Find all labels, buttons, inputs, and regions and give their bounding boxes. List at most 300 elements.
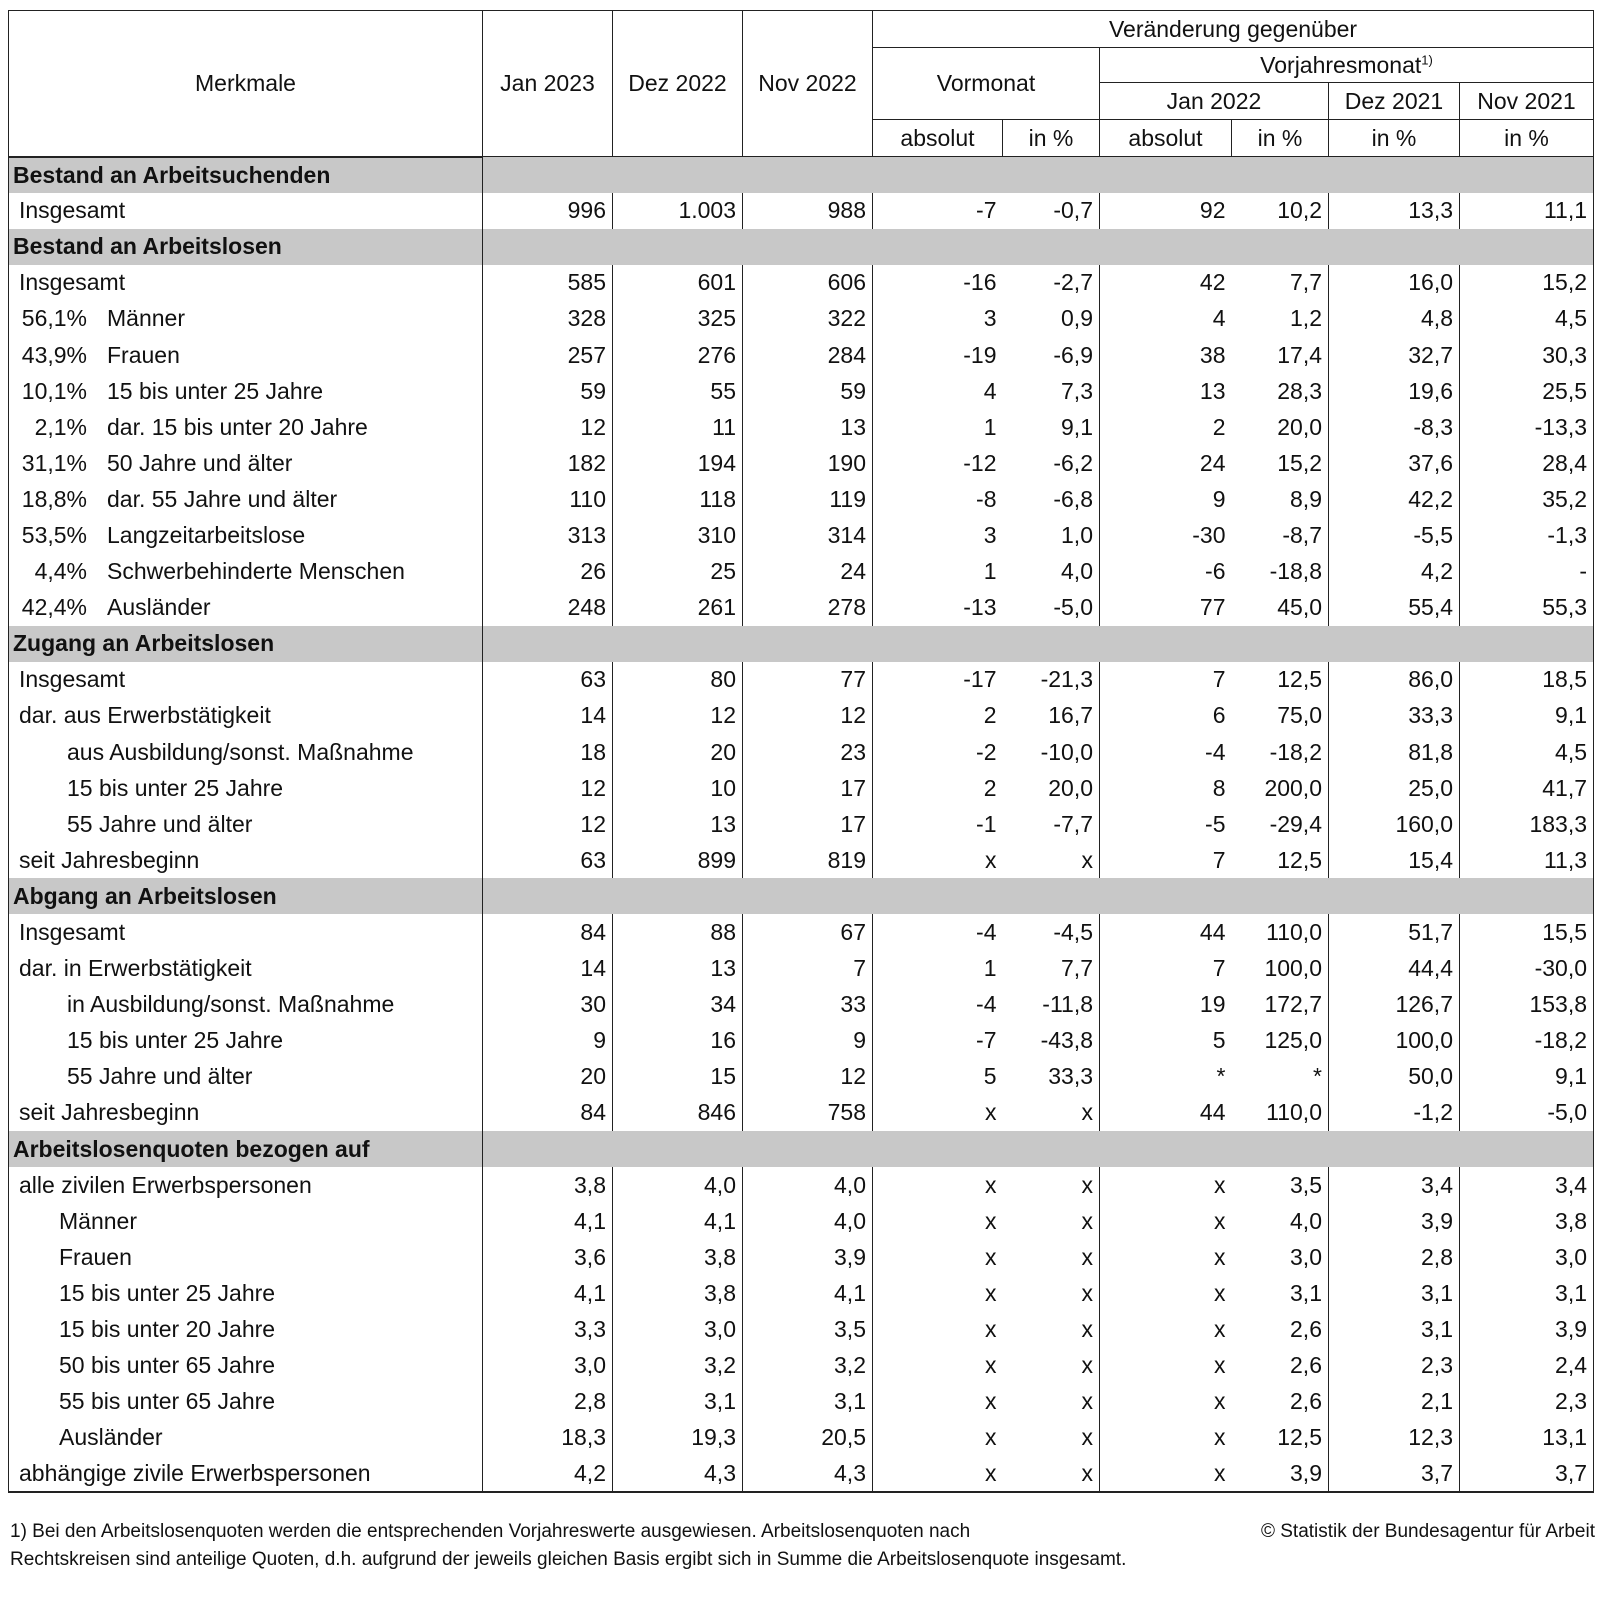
row-label-cell xyxy=(9,373,483,409)
value-cell: -19 xyxy=(963,341,997,368)
value-cell: -1,3 xyxy=(1460,517,1594,553)
row-label-cell xyxy=(9,806,483,842)
value-cell: 2 xyxy=(1212,413,1226,440)
value-cell: 23 xyxy=(743,734,873,770)
value-cell: 9,1 xyxy=(1460,698,1594,734)
section-fill xyxy=(483,626,1594,662)
row-label-cell xyxy=(9,337,483,373)
value-cell: 3,8 xyxy=(613,1239,743,1275)
value-cell: 3,0 xyxy=(1460,1239,1594,1275)
value-cell: 110,0 xyxy=(1232,914,1329,950)
value-cell: 77 xyxy=(743,662,873,698)
value-cell: 3,4 xyxy=(1329,1167,1460,1203)
share-percent: 31,1% xyxy=(21,449,87,476)
value-cell: -18,2 xyxy=(1232,734,1329,770)
value-cell: 100,0 xyxy=(1329,1023,1460,1059)
value-cell: 9,1 xyxy=(1460,1059,1594,1095)
row-label: Insgesamt xyxy=(19,919,126,946)
value-cell: 2,6 xyxy=(1232,1312,1329,1348)
value-cell: 7 xyxy=(743,951,873,987)
value-cell: 4,1 xyxy=(743,1275,873,1311)
value-cell: 3,5 xyxy=(1232,1167,1329,1203)
value-cell: x xyxy=(1214,1207,1226,1234)
value-cell: 606 xyxy=(743,265,873,301)
value-cell: x xyxy=(1003,1348,1100,1384)
row-label-cell xyxy=(9,1456,483,1492)
table-row xyxy=(9,951,1594,987)
value-cell: -5,0 xyxy=(1460,1095,1594,1131)
header-dez-2021-in-pct: in % xyxy=(1329,120,1460,157)
value-cell: x xyxy=(1100,1456,1232,1492)
row-label: Ausländer xyxy=(59,1424,163,1451)
row-label: Männer xyxy=(59,1207,137,1234)
value-cell: -29,4 xyxy=(1232,806,1329,842)
share-percent: 43,9% xyxy=(21,341,87,368)
value-cell: 276 xyxy=(613,337,743,373)
value-cell: 25 xyxy=(613,554,743,590)
share-percent: 2,1% xyxy=(34,413,87,440)
value-cell: 20 xyxy=(613,734,743,770)
row-label-cell xyxy=(9,914,483,950)
value-cell: 13,1 xyxy=(1460,1420,1594,1456)
row-label-cell xyxy=(9,1275,483,1311)
value-cell: 996 xyxy=(483,193,613,229)
value-cell: 322 xyxy=(743,301,873,337)
value-cell: 314 xyxy=(743,517,873,553)
row-label-cell xyxy=(9,517,483,553)
value-cell: 2,3 xyxy=(1329,1348,1460,1384)
table-row xyxy=(9,1420,1594,1456)
value-cell: -12 xyxy=(963,449,997,476)
row-label: 50 Jahre und älter xyxy=(107,449,293,476)
vorjahresmonat-label: Vorjahresmonat xyxy=(1260,51,1422,78)
value-cell: -21,3 xyxy=(1003,662,1100,698)
value-cell: x xyxy=(985,1316,997,1343)
value-cell: 758 xyxy=(743,1095,873,1131)
value-cell: 313 xyxy=(483,517,613,553)
value-cell: 310 xyxy=(613,517,743,553)
value-cell: 2 xyxy=(983,702,997,729)
value-cell: 3 xyxy=(983,521,997,548)
value-cell: 13 xyxy=(743,409,873,445)
value-cell: x xyxy=(985,1279,997,1306)
value-cell: x xyxy=(985,1243,997,1270)
row-label: 55 bis unter 65 Jahre xyxy=(59,1388,276,1415)
value-cell: 278 xyxy=(743,590,873,626)
value-cell: 28,3 xyxy=(1232,373,1329,409)
value-cell: -5,5 xyxy=(1329,517,1460,553)
value-cell: 4,1 xyxy=(483,1275,613,1311)
section-title: Arbeitslosenquoten bezogen auf xyxy=(9,1131,483,1167)
value-cell: 18 xyxy=(483,734,613,770)
footnote xyxy=(10,1518,1595,1574)
row-label-cell xyxy=(9,770,483,806)
header-vormonat: Vormonat xyxy=(873,48,1100,120)
value-cell: 3,0 xyxy=(613,1312,743,1348)
value-cell: 26 xyxy=(483,554,613,590)
value-cell: 34 xyxy=(613,987,743,1023)
value-cell: -4 xyxy=(976,991,997,1018)
value-cell: 2,4 xyxy=(1460,1348,1594,1384)
value-cell: 11,1 xyxy=(1460,193,1594,229)
row-label: 15 bis unter 25 Jahre xyxy=(107,377,324,404)
table-row xyxy=(9,987,1594,1023)
header-nov-2021-in-pct: in % xyxy=(1460,120,1594,157)
value-cell: 16,0 xyxy=(1329,265,1460,301)
value-cell: -16 xyxy=(963,269,997,296)
value-cell: x xyxy=(1003,1095,1100,1131)
value-cell: x xyxy=(1003,1203,1100,1239)
section-header-row xyxy=(9,1131,1594,1167)
table-row xyxy=(9,662,1594,698)
value-cell: -30,0 xyxy=(1460,951,1594,987)
value-cell: 585 xyxy=(483,265,613,301)
row-label-cell xyxy=(9,554,483,590)
section-header-row xyxy=(9,229,1594,265)
value-cell: 4,0 xyxy=(743,1203,873,1239)
value-cell: 899 xyxy=(613,842,743,878)
footnote-line-2: Rechtskreisen sind anteilige Quoten, d.h. aufgrund der jeweils gleichen Basis ergibt sich in Summe die Arbeitslosenquote insgesamt. xyxy=(10,1549,1127,1570)
value-cell: 194 xyxy=(613,445,743,481)
value-cell: 100,0 xyxy=(1232,951,1329,987)
value-cell: 3,8 xyxy=(483,1167,613,1203)
table-header xyxy=(9,11,1594,157)
value-cell: 5 xyxy=(983,1063,997,1090)
value-cell: x xyxy=(1003,1239,1100,1275)
value-cell: 3,3 xyxy=(483,1312,613,1348)
value-cell: 25,5 xyxy=(1460,373,1594,409)
value-cell: 4,2 xyxy=(483,1456,613,1492)
value-cell: 24 xyxy=(743,554,873,590)
header-merkmale: Merkmale xyxy=(9,11,483,157)
row-label: 15 bis unter 25 Jahre xyxy=(67,774,284,801)
value-cell: 55 xyxy=(613,373,743,409)
header-dez-2021: Dez 2021 xyxy=(1329,83,1460,120)
share-percent: 18,8% xyxy=(21,485,87,512)
table-row xyxy=(9,1059,1594,1095)
value-cell: 18,5 xyxy=(1460,662,1594,698)
section-title: Zugang an Arbeitslosen xyxy=(9,626,483,662)
value-cell: 12,5 xyxy=(1232,1420,1329,1456)
value-cell: 12,3 xyxy=(1329,1420,1460,1456)
table-row xyxy=(9,265,1594,301)
value-cell: -6,8 xyxy=(1003,481,1100,517)
value-cell: 86,0 xyxy=(1329,662,1460,698)
row-label-cell xyxy=(9,193,483,229)
row-label: dar. 55 Jahre und älter xyxy=(107,485,338,512)
header-vormonat-absolut: absolut xyxy=(873,120,1003,157)
value-cell: 9 xyxy=(483,1023,613,1059)
value-cell: 30 xyxy=(483,987,613,1023)
value-cell: 11,3 xyxy=(1460,842,1594,878)
section-header-row xyxy=(9,878,1594,914)
value-cell: 45,0 xyxy=(1232,590,1329,626)
value-cell: * xyxy=(1232,1059,1329,1095)
value-cell: x xyxy=(1003,1420,1100,1456)
value-cell: 819 xyxy=(743,842,873,878)
value-cell: 37,6 xyxy=(1329,445,1460,481)
value-cell: 4,0 xyxy=(1232,1203,1329,1239)
value-cell: 17 xyxy=(743,770,873,806)
value-cell: 20 xyxy=(483,1059,613,1095)
row-label: Insgesamt xyxy=(19,197,126,224)
value-cell: 44,4 xyxy=(1329,951,1460,987)
value-cell: x xyxy=(985,1388,997,1415)
row-label: Schwerbehinderte Menschen xyxy=(107,558,405,585)
share-percent: 53,5% xyxy=(21,521,87,548)
table-row xyxy=(9,806,1594,842)
header-veraenderung: Veränderung gegenüber xyxy=(873,11,1594,48)
value-cell: -8 xyxy=(976,485,997,512)
share-percent: 42,4% xyxy=(21,594,87,621)
value-cell: 14 xyxy=(483,698,613,734)
value-cell: 7 xyxy=(1212,955,1226,982)
value-cell: 3,8 xyxy=(1460,1203,1594,1239)
value-cell: 84 xyxy=(483,1095,613,1131)
value-cell: 4 xyxy=(983,377,997,404)
value-cell: 15,5 xyxy=(1460,914,1594,950)
value-cell: -4 xyxy=(1205,738,1226,765)
row-label-cell xyxy=(9,301,483,337)
value-cell: 13 xyxy=(1199,377,1226,404)
value-cell: 2,1 xyxy=(1329,1384,1460,1420)
table-row xyxy=(9,1203,1594,1239)
value-cell: -4 xyxy=(976,919,997,946)
header-nov-2021: Nov 2021 xyxy=(1460,83,1594,120)
value-cell: -7,7 xyxy=(1003,806,1100,842)
value-cell: 28,4 xyxy=(1460,445,1594,481)
value-cell: x xyxy=(1214,1352,1226,1379)
value-cell: 8 xyxy=(1212,774,1226,801)
row-label: 15 bis unter 25 Jahre xyxy=(59,1279,276,1306)
value-cell: -2,7 xyxy=(1003,265,1100,301)
header-jan-2022: Jan 2022 xyxy=(1100,83,1329,120)
value-cell: -8,3 xyxy=(1329,409,1460,445)
table-row xyxy=(9,698,1594,734)
value-cell: 11 xyxy=(613,409,743,445)
value-cell: 33,3 xyxy=(1003,1059,1100,1095)
value-cell: x xyxy=(1214,1424,1226,1451)
value-cell: 20,0 xyxy=(1232,409,1329,445)
value-cell: 55,3 xyxy=(1460,590,1594,626)
value-cell: 153,8 xyxy=(1460,987,1594,1023)
value-cell: 12,5 xyxy=(1232,842,1329,878)
value-cell: 3,6 xyxy=(483,1239,613,1275)
value-cell: 13,3 xyxy=(1329,193,1460,229)
value-cell: 18,3 xyxy=(483,1420,613,1456)
value-cell: 5 xyxy=(1212,1027,1226,1054)
table-row xyxy=(9,1095,1594,1131)
row-label-cell xyxy=(9,1059,483,1095)
value-cell: 92 xyxy=(1199,197,1226,224)
value-cell: 7,3 xyxy=(1003,373,1100,409)
value-cell: 15,2 xyxy=(1460,265,1594,301)
value-cell: x xyxy=(1003,1384,1100,1420)
value-cell: 284 xyxy=(743,337,873,373)
value-cell: 13 xyxy=(613,806,743,842)
value-cell: -5 xyxy=(1205,810,1226,837)
copyright-text: © Statistik der Bundesagentur für Arbeit xyxy=(1260,1521,1595,1542)
value-cell: 3,0 xyxy=(1232,1239,1329,1275)
row-label: Langzeitarbeitslose xyxy=(107,521,306,548)
value-cell: x xyxy=(1003,1312,1100,1348)
value-cell: 15,4 xyxy=(1329,842,1460,878)
value-cell: x xyxy=(1214,1316,1226,1343)
section-title: Abgang an Arbeitslosen xyxy=(9,878,483,914)
value-cell: 38 xyxy=(1199,341,1226,368)
value-cell: 1 xyxy=(983,955,997,982)
value-cell: 1.003 xyxy=(613,193,743,229)
value-cell: -30 xyxy=(1192,521,1226,548)
value-cell: 33,3 xyxy=(1329,698,1460,734)
value-cell: -43,8 xyxy=(1003,1023,1100,1059)
footnote-marker: 1) xyxy=(1421,51,1433,67)
value-cell: 59 xyxy=(743,373,873,409)
row-label-cell xyxy=(9,987,483,1023)
value-cell: 119 xyxy=(743,481,873,517)
value-cell: 3,7 xyxy=(1329,1456,1460,1492)
table-row xyxy=(9,554,1594,590)
value-cell: 3,1 xyxy=(1329,1275,1460,1311)
row-label: Insgesamt xyxy=(19,269,126,296)
value-cell: 3,9 xyxy=(1460,1312,1594,1348)
value-cell: 2,6 xyxy=(1232,1384,1329,1420)
value-cell: -6,9 xyxy=(1003,337,1100,373)
value-cell: -5,0 xyxy=(1003,590,1100,626)
row-label-cell xyxy=(9,1312,483,1348)
value-cell: 16 xyxy=(613,1023,743,1059)
value-cell: 9,1 xyxy=(1003,409,1100,445)
row-label-cell xyxy=(9,265,483,301)
value-cell: 9 xyxy=(1212,485,1226,512)
value-cell: 4,2 xyxy=(1329,554,1460,590)
table-row xyxy=(9,1167,1594,1203)
value-cell: -11,8 xyxy=(1003,987,1100,1023)
value-cell: 67 xyxy=(743,914,873,950)
share-percent: 4,4% xyxy=(34,558,87,585)
value-cell: x xyxy=(1214,1243,1226,1270)
value-cell: -13 xyxy=(963,594,997,621)
header-vormonat-in-pct: in % xyxy=(1003,120,1100,157)
value-cell: 601 xyxy=(613,265,743,301)
value-cell: 9 xyxy=(743,1023,873,1059)
value-cell: 6 xyxy=(1212,702,1226,729)
value-cell: 24 xyxy=(1199,449,1226,476)
value-cell: 30,3 xyxy=(1460,337,1594,373)
value-cell: 3,0 xyxy=(483,1348,613,1384)
value-cell: 328 xyxy=(483,301,613,337)
row-label-cell xyxy=(9,1384,483,1420)
table-row xyxy=(9,337,1594,373)
value-cell: -8,7 xyxy=(1232,517,1329,553)
statistics-table xyxy=(8,10,1594,1493)
value-cell: 3,1 xyxy=(1232,1275,1329,1311)
row-label: seit Jahresbeginn xyxy=(19,1099,200,1126)
value-cell: 19,3 xyxy=(613,1420,743,1456)
value-cell: 12 xyxy=(743,1059,873,1095)
row-label: Männer xyxy=(107,305,185,332)
value-cell: 15,2 xyxy=(1232,445,1329,481)
footnote-line-1: 1) Bei den Arbeitslosenquoten werden die entsprechenden Vorjahreswerte ausgewiesen. Arbeitslosenquoten nach xyxy=(10,1521,971,1542)
header-nov-2022: Nov 2022 xyxy=(743,11,873,157)
value-cell: 1 xyxy=(983,413,997,440)
value-cell: 3,7 xyxy=(1460,1456,1594,1492)
row-label-cell xyxy=(9,445,483,481)
value-cell: 88 xyxy=(613,914,743,950)
value-cell: -18,2 xyxy=(1460,1023,1594,1059)
row-label: Frauen xyxy=(107,341,180,368)
value-cell: * xyxy=(1216,1063,1226,1090)
value-cell: 10,2 xyxy=(1232,193,1329,229)
value-cell: 4,0 xyxy=(1003,554,1100,590)
table-row xyxy=(9,301,1594,337)
value-cell: 16,7 xyxy=(1003,698,1100,734)
value-cell: 200,0 xyxy=(1232,770,1329,806)
value-cell: 2,8 xyxy=(483,1384,613,1420)
value-cell: 2 xyxy=(983,774,997,801)
value-cell: 42 xyxy=(1199,269,1226,296)
value-cell: 20,0 xyxy=(1003,770,1100,806)
table-row xyxy=(9,1348,1594,1384)
value-cell: 2,3 xyxy=(1460,1384,1594,1420)
value-cell: 110 xyxy=(483,481,613,517)
row-label-cell xyxy=(9,951,483,987)
share-percent: 10,1% xyxy=(21,377,87,404)
value-cell: 75,0 xyxy=(1232,698,1329,734)
value-cell: 3,2 xyxy=(743,1348,873,1384)
table-row xyxy=(9,193,1594,229)
value-cell: - xyxy=(1460,554,1594,590)
row-label: aus Ausbildung/sonst. Maßnahme xyxy=(67,738,414,765)
value-cell: 110,0 xyxy=(1232,1095,1329,1131)
value-cell: 160,0 xyxy=(1329,806,1460,842)
row-label: alle zivilen Erwerbspersonen xyxy=(19,1171,312,1198)
value-cell: 4,0 xyxy=(743,1167,873,1203)
value-cell: 3 xyxy=(983,305,997,332)
value-cell: -0,7 xyxy=(1003,193,1100,229)
value-cell: x xyxy=(985,1207,997,1234)
value-cell: 3,1 xyxy=(1460,1275,1594,1311)
value-cell: x xyxy=(1003,1456,1100,1492)
row-label-cell xyxy=(9,842,483,878)
row-label-cell xyxy=(9,409,483,445)
row-label-cell xyxy=(9,1095,483,1131)
value-cell: 183,3 xyxy=(1460,806,1594,842)
row-label: Frauen xyxy=(59,1243,132,1270)
row-label: 50 bis unter 65 Jahre xyxy=(59,1352,276,1379)
value-cell: 190 xyxy=(743,445,873,481)
row-label: 15 bis unter 20 Jahre xyxy=(59,1316,276,1343)
value-cell: 12,5 xyxy=(1232,662,1329,698)
value-cell: 126,7 xyxy=(1329,987,1460,1023)
value-cell: 14 xyxy=(483,951,613,987)
table-row xyxy=(9,481,1594,517)
value-cell: x xyxy=(1003,842,1100,878)
value-cell: 12 xyxy=(483,806,613,842)
value-cell: 41,7 xyxy=(1460,770,1594,806)
row-label: seit Jahresbeginn xyxy=(19,846,200,873)
row-label: in Ausbildung/sonst. Maßnahme xyxy=(67,991,395,1018)
value-cell: 2,6 xyxy=(1232,1348,1329,1384)
row-label-cell xyxy=(9,1239,483,1275)
value-cell: 17 xyxy=(743,806,873,842)
value-cell: 84 xyxy=(483,914,613,950)
value-cell: -2 xyxy=(976,738,997,765)
value-cell: 10 xyxy=(613,770,743,806)
value-cell: 1 xyxy=(983,558,997,585)
table-row xyxy=(9,1239,1594,1275)
table-row xyxy=(9,734,1594,770)
